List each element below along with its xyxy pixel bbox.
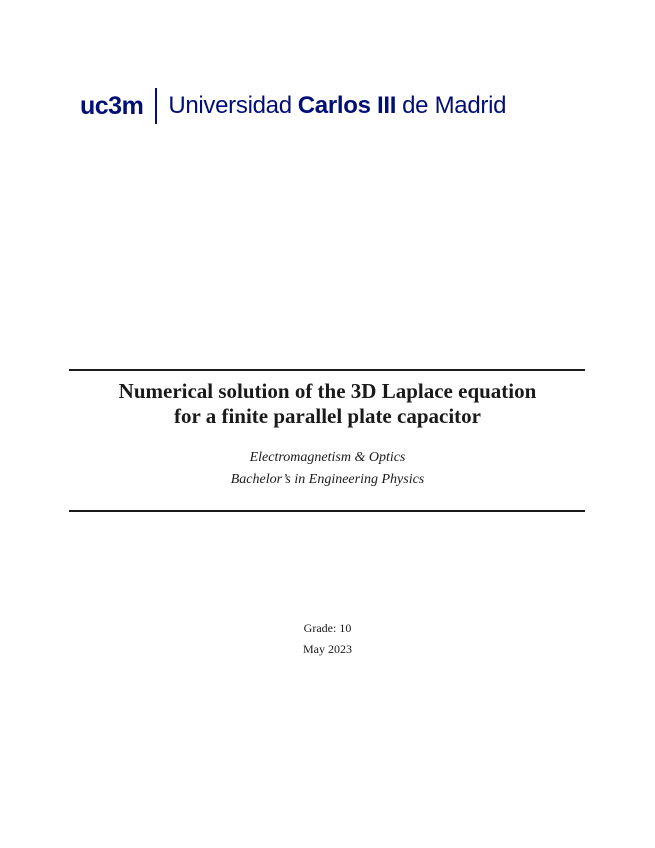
title-line-2: for a finite parallel plate capacitor	[174, 404, 481, 428]
logo-divider	[155, 88, 157, 124]
logo-university-name: Universidad	[168, 92, 292, 119]
university-logo	[80, 84, 580, 128]
degree-name: Bachelor’s in Engineering Physics	[230, 472, 425, 487]
logo-university-name-end: de Madrid	[402, 92, 507, 119]
grade-text: Grade: 10	[303, 621, 352, 635]
title-rule-bottom	[69, 510, 585, 512]
document-title	[40, 379, 615, 429]
date-text: May 2023	[303, 642, 352, 656]
logo-university-name-bold: Carlos III	[297, 92, 397, 119]
title-line-1: Numerical solution of the 3D Laplace equation	[118, 379, 537, 403]
title-rule-top	[69, 369, 585, 371]
course-name: Electromagnetism & Optics	[249, 450, 406, 465]
logo-brand: uc3m	[80, 91, 144, 120]
